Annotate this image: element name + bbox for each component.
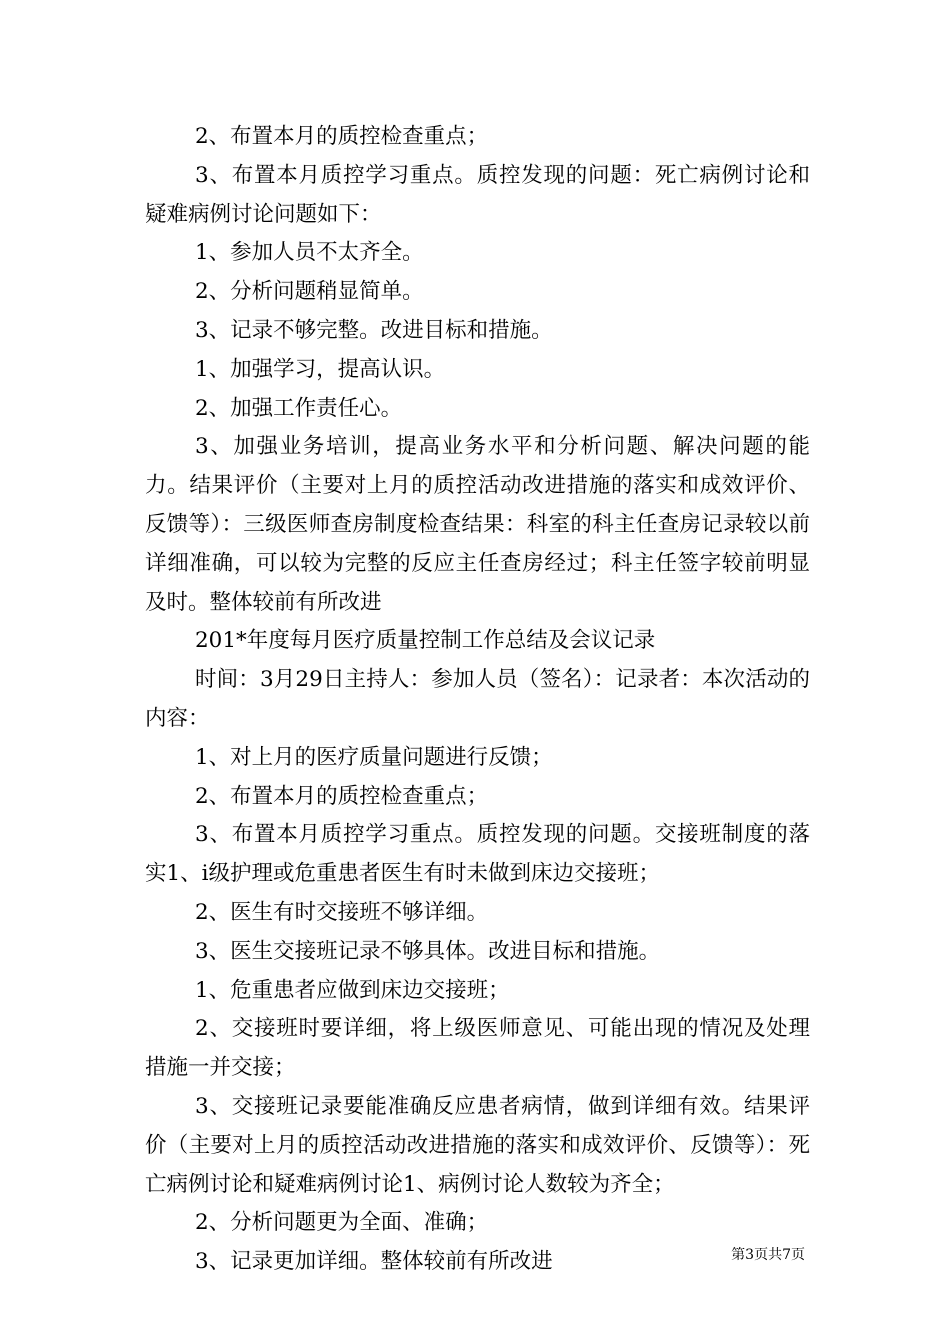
paragraph: 1、危重患者应做到床边交接班； xyxy=(195,977,510,1003)
document-body xyxy=(145,118,810,1282)
paragraph: 2、分析问题更为全面、准确； xyxy=(195,1210,489,1236)
paragraph: 2、布置本月的质控检查重点； xyxy=(195,783,489,809)
paragraph: 3、加强业务培训，提高业务水平和分析问题、解决问题的能力。结果评价（主要对上月的质控活动改进措施的落实和成效评价、反馈等）：三级医师查房制度检查结果：科室的科主任查房记录较以前详细准确，可以较为完整的反应主任查房经过；科主任签字较前明显及时。整体较前有所改进 xyxy=(145,434,810,615)
paragraph: 2、交接班时要详细，将上级医师意见、可能出现的情况及处理措施一并交接； xyxy=(145,1016,810,1081)
page-number: 第3页共7页 xyxy=(731,1247,805,1263)
paragraph: 3、记录更加详细。整体较前有所改进 xyxy=(195,1249,553,1275)
paragraph: 3、布置本月质控学习重点。质控发现的问题。交接班制度的落实1、i级护理或危重患者医生有时未做到床边交接班； xyxy=(145,822,810,887)
meeting-info: 时间：3月29日主持人：参加人员（签名）：记录者：本次活动的内容： xyxy=(145,667,810,731)
section-title: 201*年度每月医疗质量控制工作总结及会议记录 xyxy=(195,628,656,654)
paragraph: 1、参加人员不太齐全。 xyxy=(195,240,424,266)
paragraph: 1、对上月的医疗质量问题进行反馈； xyxy=(195,744,553,770)
paragraph: 3、记录不够完整。改进目标和措施。 xyxy=(195,317,553,343)
paragraph: 2、医生有时交接班不够详细。 xyxy=(195,899,489,925)
paragraph: 2、分析问题稍显简单。 xyxy=(195,279,424,305)
paragraph: 3、布置本月质控学习重点。质控发现的问题：死亡病例讨论和疑难病例讨论问题如下： xyxy=(145,162,810,227)
paragraph: 3、交接班记录要能准确反应患者病情，做到详细有效。结果评价（主要对上月的质控活动改进措施的落实和成效评价、反馈等）：死亡病例讨论和疑难病例讨论1、病例讨论人数较为齐全； xyxy=(145,1093,810,1197)
paragraph: 2、加强工作责任心。 xyxy=(195,395,403,421)
paragraph: 1、加强学习，提高认识。 xyxy=(195,356,446,382)
paragraph: 3、医生交接班记录不够具体。改进目标和措施。 xyxy=(195,938,661,964)
paragraph: 2、布置本月的质控检查重点； xyxy=(195,124,489,149)
